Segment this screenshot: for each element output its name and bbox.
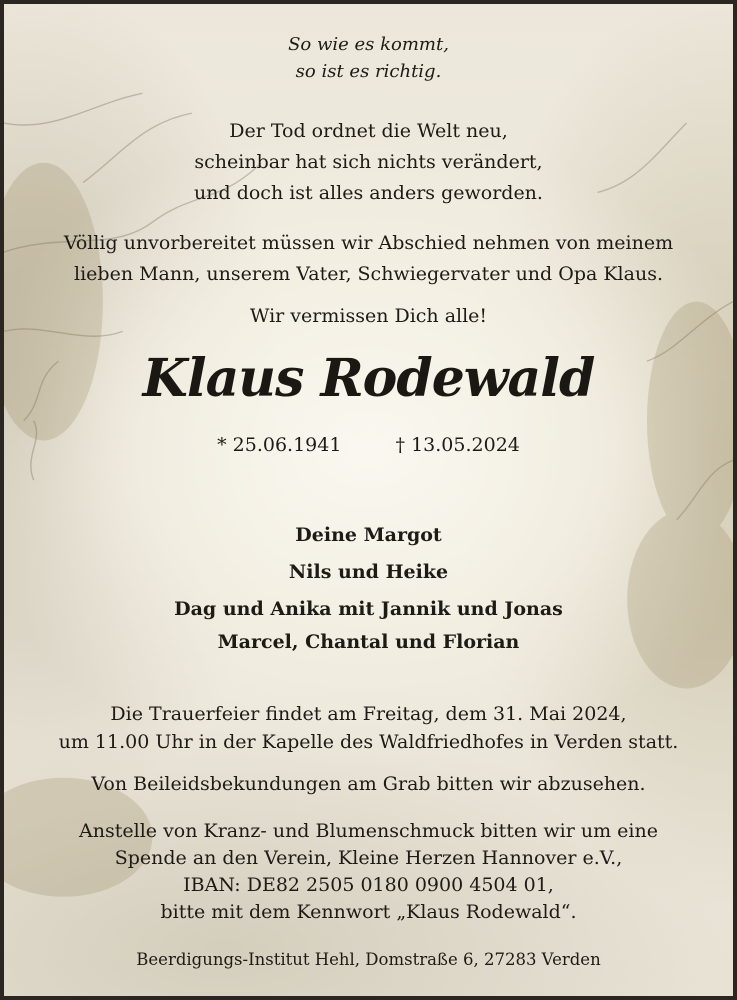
birth-date: * 25.06.1941 bbox=[217, 434, 342, 456]
miss-line: Wir vermissen Dich alle! bbox=[249, 305, 488, 327]
donation-line: IBAN: DE82 2505 0180 0900 4504 01, bbox=[183, 874, 554, 896]
announcement-line: lieben Mann, unserem Vater, Schwiegervater und Opa Klaus. bbox=[74, 263, 663, 285]
obituary-content bbox=[4, 4, 733, 996]
condolence-note: Von Beileidsbekundungen am Grab bitten wir abzusehen. bbox=[91, 773, 646, 795]
donation-line: Anstelle von Kranz- und Blumenschmuck bitten wir um eine bbox=[79, 820, 658, 842]
verse-line: Der Tod ordnet die Welt neu, bbox=[229, 120, 508, 142]
verse-line: scheinbar hat sich nichts verändert, bbox=[194, 151, 543, 173]
motto-line: so ist es richtig. bbox=[295, 61, 442, 82]
death-date: † 13.05.2024 bbox=[395, 434, 520, 456]
motto-line: So wie es kommt, bbox=[288, 34, 449, 55]
family-member: Deine Margot bbox=[295, 524, 442, 546]
donation-line: Spende an den Verein, Kleine Herzen Hannover e.V., bbox=[114, 847, 623, 869]
announcement-line: Völlig unvorbereitet müssen wir Abschied nehmen von meinem bbox=[63, 232, 674, 254]
funeral-home: Beerdigungs-Institut Hehl, Domstraße 6, 27283 Verden bbox=[136, 950, 601, 969]
ceremony-line: um 11.00 Uhr in der Kapelle des Waldfriedhofes in Verden statt. bbox=[58, 731, 679, 753]
family-member: Dag und Anika mit Jannik und Jonas bbox=[174, 598, 563, 620]
family-member: Nils und Heike bbox=[288, 561, 449, 583]
life-dates bbox=[4, 434, 733, 456]
donation-line: bitte mit dem Kennwort „Klaus Rodewald“. bbox=[160, 901, 577, 923]
family-member: Marcel, Chantal und Florian bbox=[217, 631, 520, 653]
verse-line: und doch ist alles anders geworden. bbox=[194, 182, 543, 204]
deceased-name: Klaus Rodewald bbox=[142, 348, 595, 409]
ceremony-line: Die Trauerfeier findet am Freitag, dem 31. Mai 2024, bbox=[110, 703, 627, 725]
